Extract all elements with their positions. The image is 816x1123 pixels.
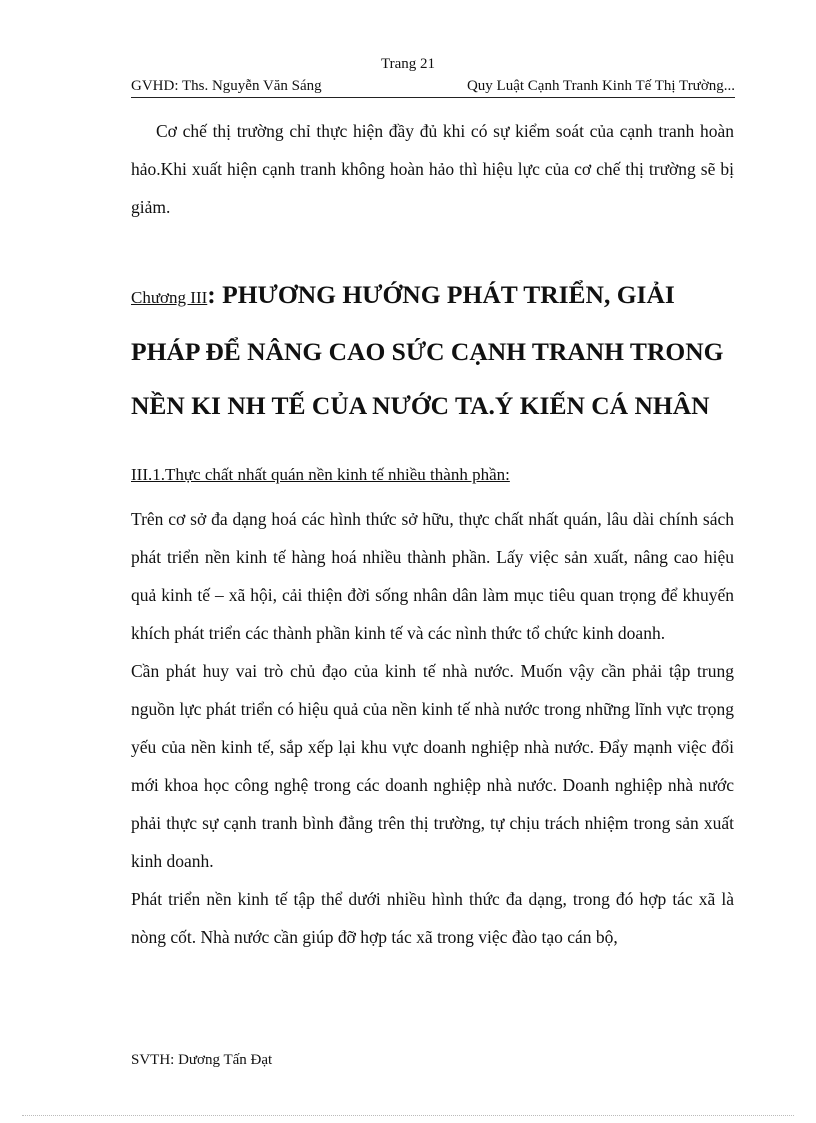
page-header	[131, 78, 735, 98]
paragraph: Cần phát huy vai trò chủ đạo của kinh tế nhà nước. Muốn vậy cần phải tập trung nguồn lực phát triển có hiệu quả của nền kinh tế nhà nước trong những lĩnh vực trọng yếu của nền kinh tế, sắp xếp lại khu vực doanh nghiệp nhà nước. Đẩy mạnh việc đổi mới khoa học công nghệ trong các doanh nghiệp nhà nước. Doanh nghiệp nhà nước phải thực sự cạnh tranh bình đẳng trên thị trường, tự chịu trách nhiệm trong sản xuất kinh doanh.	[131, 661, 734, 871]
intro-paragraph: Cơ chế thị trường chỉ thực hiện đầy đủ khi có sự kiểm soát của cạnh tranh hoàn hảo.Khi xuất hiện cạnh tranh không hoàn hảo thì hiệu lực của cơ chế thị trường sẽ bị giảm.	[131, 121, 734, 217]
chapter-label: Chương III	[131, 288, 208, 307]
header-title: Quy Luật Cạnh Tranh Kinh Tế Thị Trường...	[466, 78, 735, 94]
section-heading: III.1.Thực chất nhất quán nền kinh tế nhiều thành phần:	[131, 465, 510, 484]
paragraph: Phát triển nền kinh tế tập thể dưới nhiều hình thức đa dạng, trong đó hợp tác xã là nòng cốt. Nhà nước cần giúp đỡ hợp tác xã trong việc đào tạo cán bộ,	[131, 889, 734, 947]
chapter-title: : PHƯƠNG HƯỚNG PHÁT TRIỂN, GIẢI PHÁP ĐỂ NÂNG CAO SỨC CẠNH TRANH TRONG NỀN KI NH TẾ CỦA NƯỚC TA.Ý KIẾN CÁ NHÂN	[131, 280, 724, 420]
bottom-divider	[22, 1115, 794, 1116]
page-footer: SVTH: Dương Tấn Đạt	[131, 1052, 273, 1068]
chapter-heading	[131, 268, 737, 433]
header-advisor: GVHD: Ths. Nguyễn Văn Sáng	[131, 78, 322, 94]
body-paragraphs	[131, 500, 734, 956]
paragraph: Trên cơ sở đa dạng hoá các hình thức sở hữu, thực chất nhất quán, lâu dài chính sách phát triển nền kinh tế hàng hoá nhiều thành phần. Lấy việc sản xuất, nâng cao hiệu quả kinh tế – xã hội, cải thiện đời sống nhân dân làm mục tiêu quan trọng để khuyến khích phát triển các thành phần kinh tế và các nình thức tổ chức kinh doanh.	[131, 509, 734, 643]
page-number: Trang 21	[380, 56, 436, 72]
